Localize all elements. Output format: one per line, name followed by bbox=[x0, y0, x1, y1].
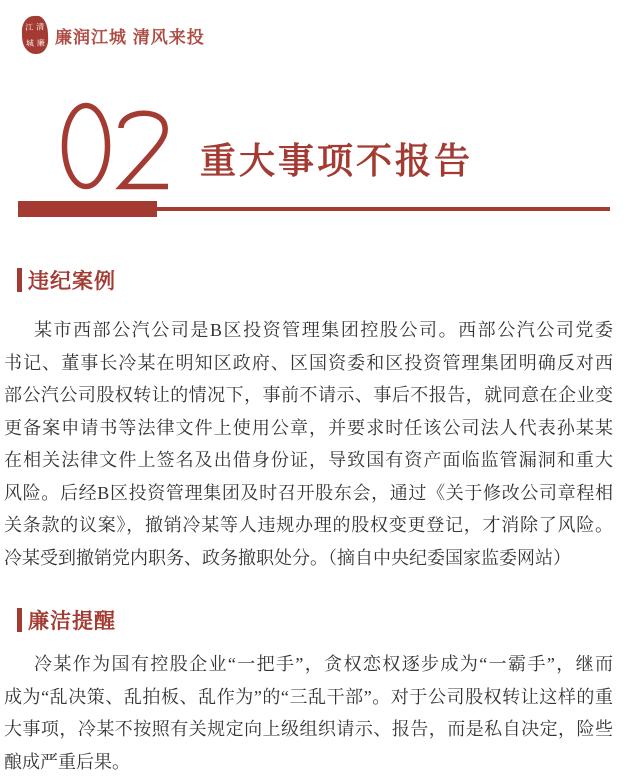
case-paragraph bbox=[4, 314, 613, 574]
seal-stamp-icon bbox=[21, 16, 48, 55]
reminder-line: 冷某作为国有控股企业“一把手”，贪权恋权逐步成为“一霸手”，继而 bbox=[34, 654, 613, 674]
divider-bar-thick-segment bbox=[18, 201, 157, 217]
chapter-header bbox=[60, 100, 626, 190]
reminder-line: 酿成严重后果。 bbox=[4, 751, 130, 772]
case-line: 更备案申请书等法律文件上使用公章，并要求时任该公司法人代表孙某某 bbox=[4, 417, 613, 438]
chapter-number-02-graphic bbox=[60, 102, 172, 190]
section-heading-reminder bbox=[17, 606, 626, 633]
case-line: 风险。后经B区投资管理集团及时召开股东会，通过《关于修改公司章程相 bbox=[4, 482, 613, 503]
reminder-line: 大事项，冷某不按照有关规定向上级组织请示、报告，而是私自决定，险些 bbox=[4, 719, 613, 739]
seal-char: 廉 bbox=[36, 37, 45, 47]
divider-bar-thin-segment bbox=[157, 207, 610, 211]
seal-char: 江 bbox=[24, 22, 34, 32]
seal-char: 城 bbox=[25, 38, 34, 48]
case-line: 冷某受到撤销党内职务、政务撤职处分。（摘自中央纪委国家监委网站） bbox=[4, 547, 571, 568]
section-heading-label: 违纪案例 bbox=[28, 269, 116, 293]
case-line: 在相关法律文件上签名及出借身份证，导致国有资产面临监管漏洞和重大 bbox=[4, 450, 613, 470]
reminder-paragraph bbox=[4, 648, 613, 778]
brand-title: 廉润江城 清风来投 bbox=[55, 27, 205, 47]
section-heading-label: 廉洁提醒 bbox=[28, 609, 116, 633]
divider-bar bbox=[18, 201, 610, 217]
chapter-title: 重大事项不报告 bbox=[200, 140, 474, 181]
case-line: 某市西部公汽公司是B区投资管理集团控股公司。西部公汽公司党委 bbox=[34, 320, 613, 340]
case-line: 关条款的议案》，撤销冷某等人违规办理的股权变更登记，才消除了风险。 bbox=[4, 515, 613, 535]
reminder-line: 成为“乱决策、乱拍板、乱作为”的“三乱干部”。对于公司股权转让这样的重 bbox=[4, 686, 613, 707]
heading-tick-bar bbox=[17, 268, 22, 292]
heading-tick-bar bbox=[17, 608, 22, 632]
page-header bbox=[0, 0, 626, 54]
section-heading-case bbox=[17, 266, 626, 293]
case-line: 书记、董事长冷某在明知区政府、区国资委和区投资管理集团明确反对西 bbox=[4, 352, 613, 373]
seal-char: 清 bbox=[35, 21, 45, 32]
case-line: 部公汽公司股权转让的情况下，事前不请示、事后不报告，就同意在企业变 bbox=[4, 385, 613, 405]
